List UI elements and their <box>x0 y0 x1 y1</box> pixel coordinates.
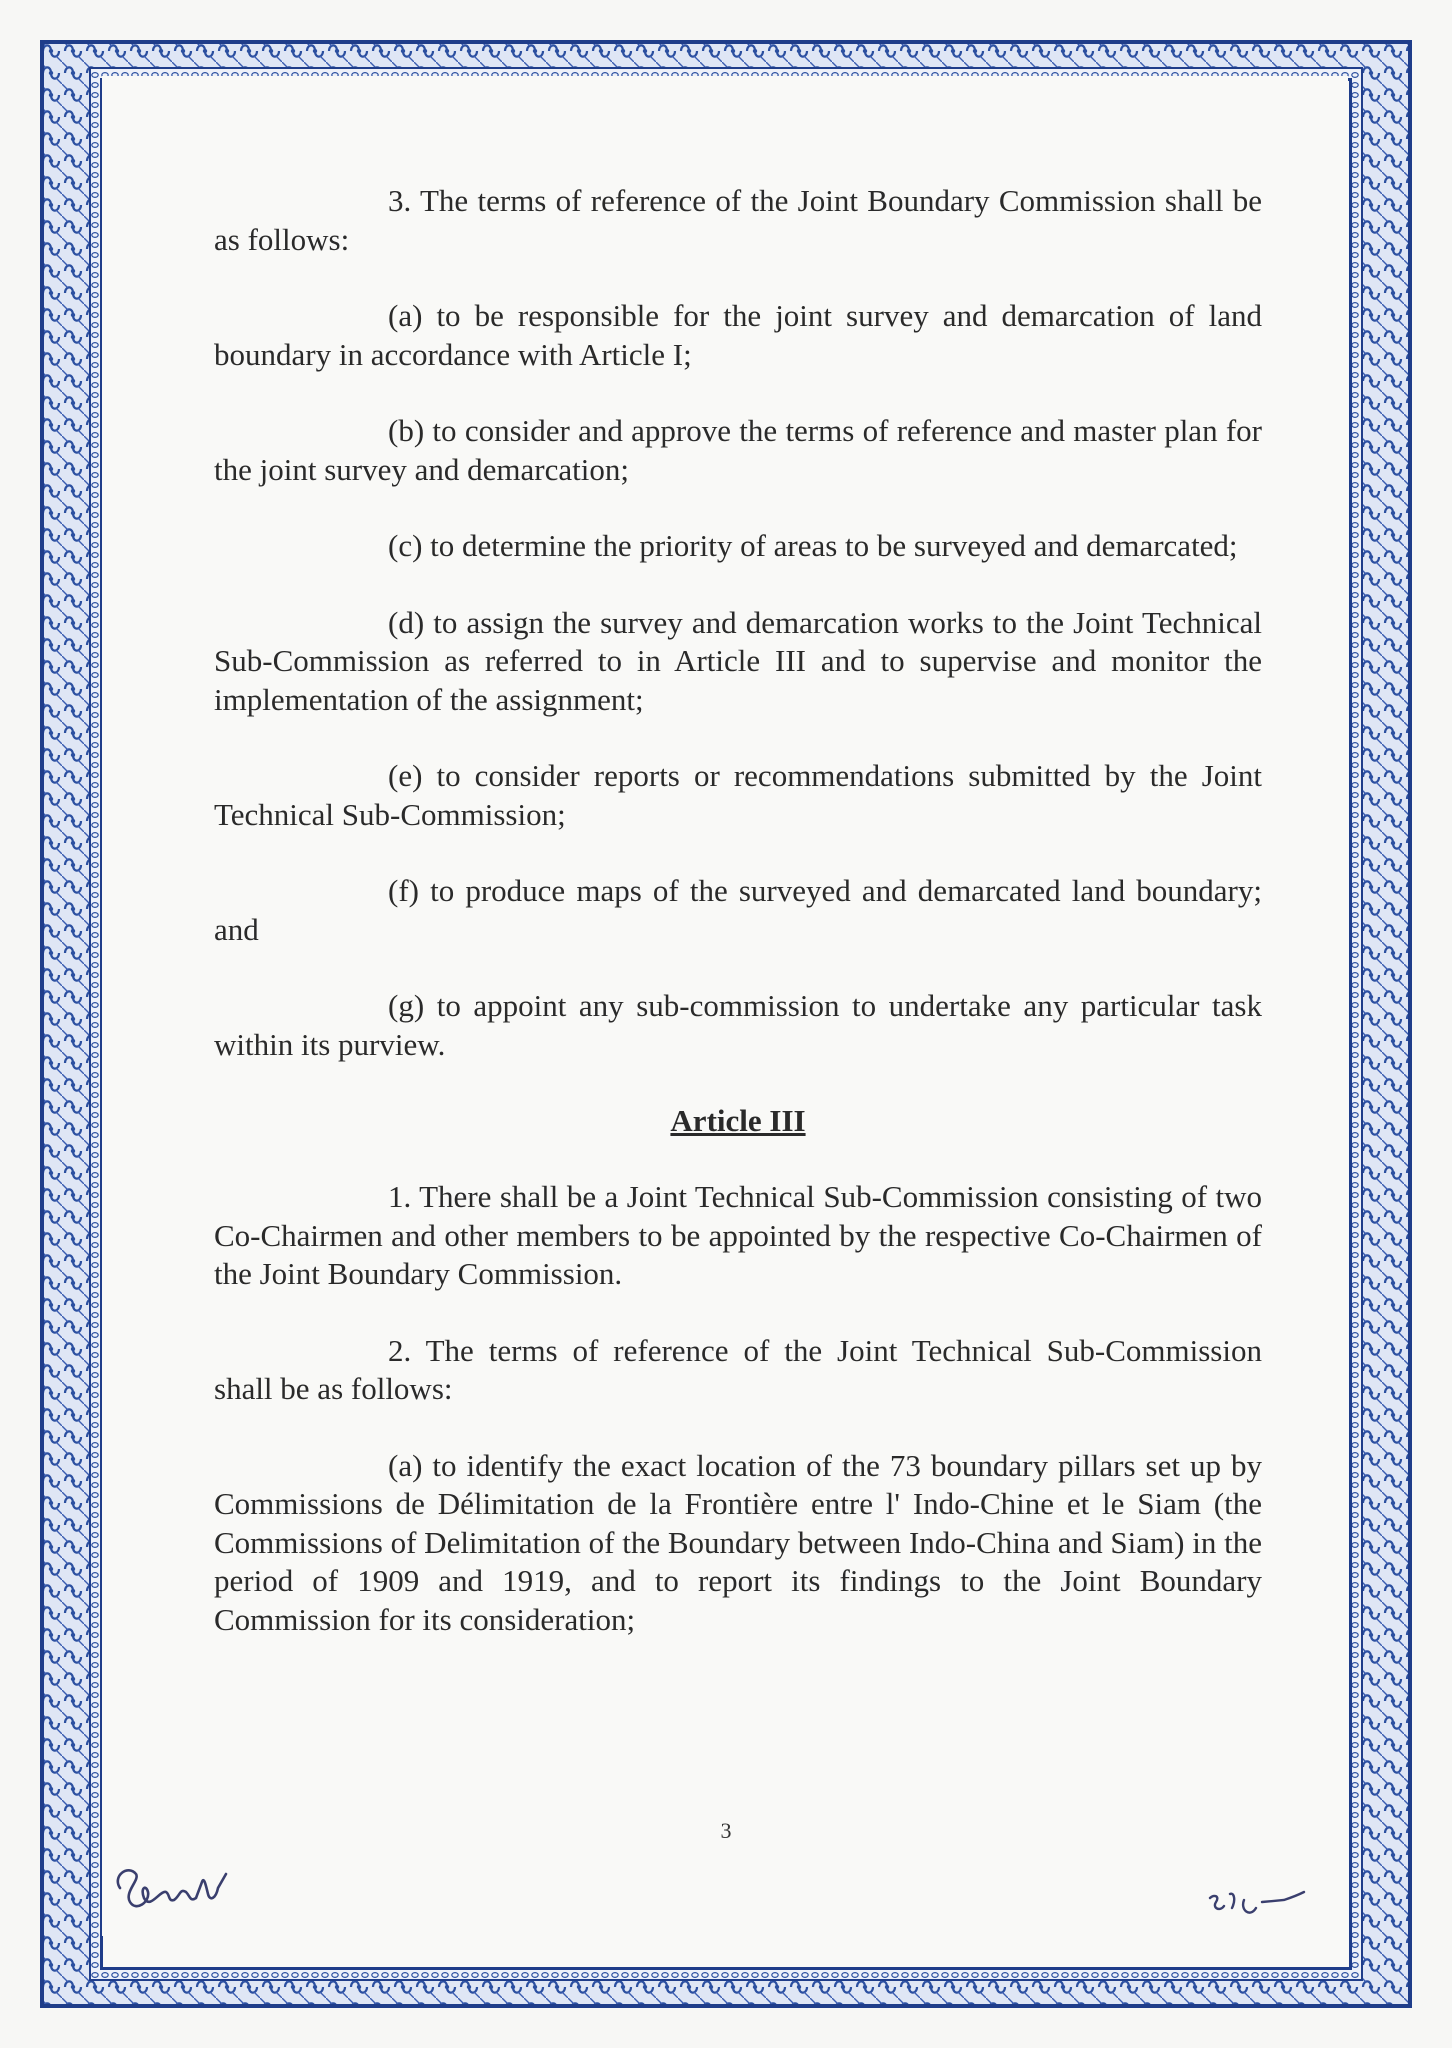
article-paragraph-2: 2. The terms of reference of the Joint Technical Sub-Commission shall be as follows: <box>214 1332 1262 1406</box>
paragraph-3d: (d) to assign the survey and demarcation works to the Joint Technical Sub-Commission as referred to in Article III and to supervise and monitor the implementation of the assignment; <box>214 604 1262 717</box>
paragraph-3f: (f) to produce maps of the surveyed and demarcated land boundary; and <box>214 873 1262 947</box>
signature-initials-left <box>110 1858 240 1923</box>
signature-initials-right <box>1200 1880 1320 1935</box>
paragraph-3a: (a) to be responsible for the joint survey and demarcation of land boundary in accordance with Article I; <box>214 298 1262 372</box>
paragraph-3g: (g) to appoint any sub-commission to undertake any particular task within its purview. <box>214 988 1262 1062</box>
article-paragraph-1: 1. There shall be a Joint Technical Sub-Commission consisting of two Co-Chairmen and other members to be appointed by the respective Co-Chairmen of the Joint Boundary Commission. <box>214 1179 1262 1291</box>
page-number: 3 <box>720 1818 732 1843</box>
paragraph-3c: (c) to determine the priority of areas to be surveyed and demarcated; <box>388 528 1238 563</box>
paragraph-3b: (b) to consider and approve the terms of reference and master plan for the joint survey and demarcation; <box>214 413 1262 487</box>
paragraph-3e: (e) to consider reports or recommendations submitted by the Joint Technical Sub-Commission; <box>214 758 1262 832</box>
document-content <box>214 182 1262 1639</box>
article-heading: Article III <box>670 1103 806 1138</box>
article-paragraph-2a: (a) to identify the exact location of the 73 boundary pillars set up by Commissions de Délimitation de la Frontière entre l' Indo-Chine et le Siam (the Commissions of Delimitation of the Boundary between Indo-China and Siam) in the period of 1909 and 1919, and to report its findings to the Joint Boundary Commission for its consideration; <box>214 1447 1262 1637</box>
paragraph-3: 3. The terms of reference of the Joint Boundary Commission shall be as follows: <box>214 183 1262 257</box>
